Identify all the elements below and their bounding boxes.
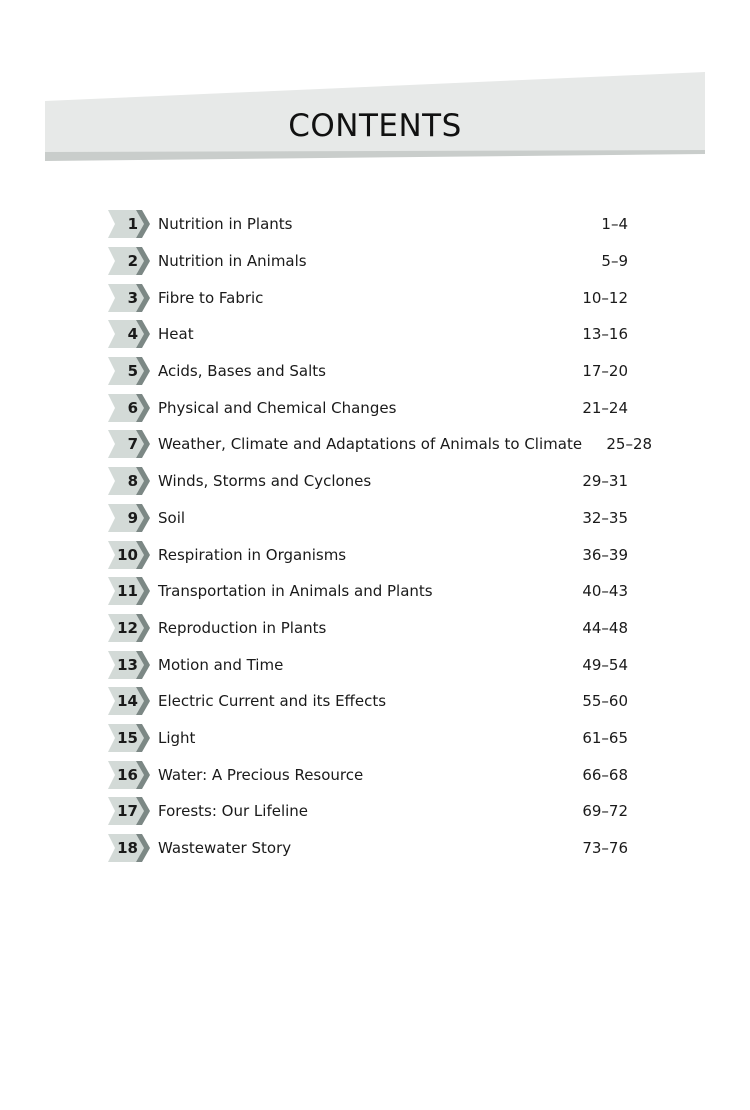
chapter-title: Electric Current and its Effects	[158, 692, 387, 711]
chapter-badge	[108, 210, 152, 238]
chapter-title: Fibre to Fabric	[158, 288, 264, 307]
toc-row[interactable]	[108, 793, 628, 830]
chapter-badge	[108, 541, 152, 569]
chapter-number: 14	[117, 692, 138, 711]
chapter-title: Respiration in Organisms	[158, 545, 347, 564]
chapter-number: 12	[117, 618, 138, 637]
chapter-title: Winds, Storms and Cyclones	[158, 472, 372, 491]
chapter-number: 13	[117, 655, 138, 674]
toc-row[interactable]	[108, 389, 628, 426]
chapter-title: Heat	[158, 325, 194, 344]
chapter-badge	[108, 247, 152, 275]
chapter-badge	[108, 394, 152, 422]
chapter-badge	[108, 761, 152, 789]
chapter-number: 15	[117, 728, 138, 747]
chapter-number: 18	[117, 839, 138, 858]
chapter-number: 16	[117, 765, 138, 784]
chapter-badge	[108, 724, 152, 752]
chapter-title: Water: A Precious Resource	[158, 765, 364, 784]
page-range: 25–28	[606, 435, 653, 454]
chapter-badge	[108, 834, 152, 862]
toc-row[interactable]	[108, 426, 653, 463]
toc-row[interactable]	[108, 536, 628, 573]
chapter-number: 6	[127, 398, 138, 417]
chapter-number: 17	[117, 802, 138, 821]
chapter-title: Light	[158, 728, 196, 747]
chapter-title: Weather, Climate and Adaptations of Animals to Climate	[158, 435, 583, 454]
toc-row[interactable]	[108, 683, 628, 720]
chapter-title: Acids, Bases and Salts	[158, 362, 326, 381]
toc-row[interactable]	[108, 610, 628, 647]
page-range: 44–48	[582, 618, 628, 637]
page-range: 5–9	[601, 252, 628, 271]
chapter-badge	[108, 614, 152, 642]
toc-row[interactable]	[108, 279, 628, 316]
chapter-number: 7	[127, 435, 138, 454]
chapter-badge	[108, 320, 152, 348]
page-range: 66–68	[582, 765, 628, 784]
toc-row[interactable]	[108, 720, 628, 757]
chapter-number: 4	[127, 325, 138, 344]
chapter-number: 2	[127, 252, 138, 271]
chapter-badge	[108, 651, 152, 679]
toc-row[interactable]	[108, 646, 628, 683]
page-range: 73–76	[582, 839, 628, 858]
chapter-title: Transportation in Animals and Plants	[158, 582, 433, 601]
chapter-number: 8	[127, 472, 138, 491]
chapter-number: 1	[127, 215, 138, 234]
chapter-number: 11	[117, 582, 138, 601]
chapter-number: 3	[127, 288, 138, 307]
toc-row[interactable]	[108, 756, 628, 793]
page-range: 40–43	[582, 582, 628, 601]
chapter-number: 10	[117, 545, 138, 564]
chapter-title: Wastewater Story	[158, 839, 292, 858]
chapter-title: Forests: Our Lifeline	[158, 802, 309, 821]
toc-row[interactable]	[108, 353, 628, 390]
chapter-badge	[108, 357, 152, 385]
chapter-badge	[108, 797, 152, 825]
chapter-title: Motion and Time	[158, 655, 284, 674]
header-band	[0, 0, 750, 170]
chapter-badge	[108, 687, 152, 715]
toc-row[interactable]	[108, 206, 628, 243]
toc-row[interactable]	[108, 316, 628, 353]
chapter-badge	[108, 467, 152, 495]
page-range: 55–60	[582, 692, 628, 711]
toc-row[interactable]	[108, 830, 628, 867]
chapter-title: Soil	[158, 508, 186, 527]
page-range: 36–39	[582, 545, 628, 564]
chapter-title: Reproduction in Plants	[158, 618, 327, 637]
toc-row[interactable]	[108, 463, 628, 500]
chapter-badge	[108, 577, 152, 605]
chapter-badge	[108, 284, 152, 312]
chapter-number: 9	[127, 508, 138, 527]
chapter-number: 5	[127, 362, 138, 381]
page-range: 21–24	[582, 398, 628, 417]
toc-row[interactable]	[108, 243, 628, 280]
page-range: 69–72	[582, 802, 628, 821]
page-range: 13–16	[582, 325, 628, 344]
chapter-title: Nutrition in Animals	[158, 252, 307, 271]
chapter-title: Physical and Chemical Changes	[158, 398, 397, 417]
toc-row[interactable]	[108, 500, 628, 537]
page-range: 10–12	[582, 288, 628, 307]
page-range: 29–31	[582, 472, 628, 491]
chapter-badge	[108, 504, 152, 532]
toc-list	[108, 206, 653, 866]
page-range: 32–35	[582, 508, 628, 527]
page-title: CONTENTS	[288, 108, 462, 144]
toc-row[interactable]	[108, 573, 628, 610]
page-range: 1–4	[601, 215, 628, 234]
chapter-badge	[108, 430, 152, 458]
page-range: 61–65	[582, 728, 628, 747]
page-range: 49–54	[582, 655, 628, 674]
page-range: 17–20	[582, 362, 628, 381]
chapter-title: Nutrition in Plants	[158, 215, 293, 234]
